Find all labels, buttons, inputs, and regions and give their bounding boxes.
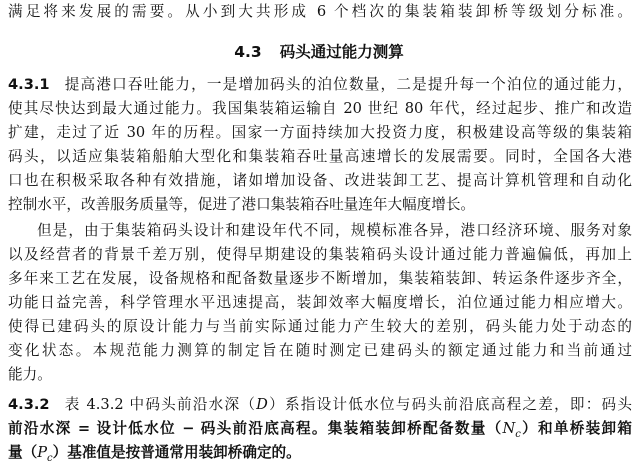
clause-text-c: 前沿水深 = 设计低水位 − 码头前沿底高程。集装箱装卸桥配备数量（ [8,420,503,437]
clause-text-b: ）系指设计低水位与码头前沿底高程之差，即：码头 [267,396,632,413]
clause-4-3-1-line-3: 扩建，走过了近 30 年的历程。国家一方面持续加大投资力度，积极建设高等级的集装箱 [8,124,632,141]
clause-4-3-1-line-6: 控制水平，改善服务质量等，促进了港口集装箱吞吐量连年大幅度增长。 [8,196,476,213]
clause-4-3-2-line-2 [8,417,632,441]
subscript-c: c [47,452,53,464]
clause-4-3-2-line-3 [8,441,632,465]
paragraph-2-line-3: 多年来工艺在发展，设备规格和配备数量逐步不断增加，集装箱装卸、转运条件逐步齐全， [8,270,632,287]
clause-text: 提高港口吞吐能力，一是增加码头的泊位数量，二是提升每一个泊位的通过能力， [63,76,632,93]
paragraph-2-line-5: 使得已建码头的原设计能力与当前实际通过能力产生较大的差别，码头能力处于动态的 [8,318,632,335]
paragraph-2-line-2: 以及经营者的背景千差万别，使得早期建设的集装箱码头设计通过能力普遍偏低，再加上 [8,246,632,263]
symbol-N: N [502,420,516,437]
section-number: 4.3 [234,43,262,61]
subscript-c: c [515,428,521,440]
clause-number: 4.3.1 [8,76,50,93]
clause-text-a: 表 4.3.2 中码头前沿水深（ [63,396,257,413]
clause-4-3-1-line-4: 码头，以适应集装箱船舶大型化和集装箱吞吐量高速增长的发展需要。同时，全国各大港 [8,148,632,165]
paragraph-2-line-6: 变化状态。本规范能力测算的制定旨在随时测定已建码头的额定通过能力和当前通过 [8,342,632,359]
clause-4-3-1-line-2: 使其尽快达到最大通过能力。我国集装箱运输自 20 世纪 80 年代，经过起步、推广和改造 [8,100,632,117]
clause-4-3-1-line-5: 口也在积极采取各种有效措施，诸如增加设备、改进装卸工艺、提高计算机管理和自动化 [8,172,632,189]
clause-4-3-1-line-1 [8,73,632,97]
paragraph-2-line-1: 但是，由于集装箱码头设计和建设年代不同，规模标准各异，港口经济环境、服务对象 [37,222,632,239]
symbol-D: D [256,396,268,413]
clause-text-f: ）基准值是按普通常用装卸桥确定的。 [52,444,301,461]
section-heading [0,40,638,64]
clause-text-e: 量（ [8,444,38,461]
paragraph-2-line-4: 功能日益完善，科学管理水平迅速提高，装卸效率大幅度增长，泊位通过能力相应增大。 [8,294,632,311]
continuation-line: 满足将来发展的需要。从小到大共形成 6 个档次的集装箱装卸桥等级划分标准。 [8,3,632,20]
clause-text-d: ）和单桥装卸箱 [520,420,632,437]
clause-number: 4.3.2 [8,396,50,413]
paragraph-2-line-7: 能力。 [8,366,52,383]
section-title: 码头通过能力测算 [279,43,404,61]
symbol-P: P [37,444,48,461]
clause-4-3-2-line-1 [8,393,632,417]
